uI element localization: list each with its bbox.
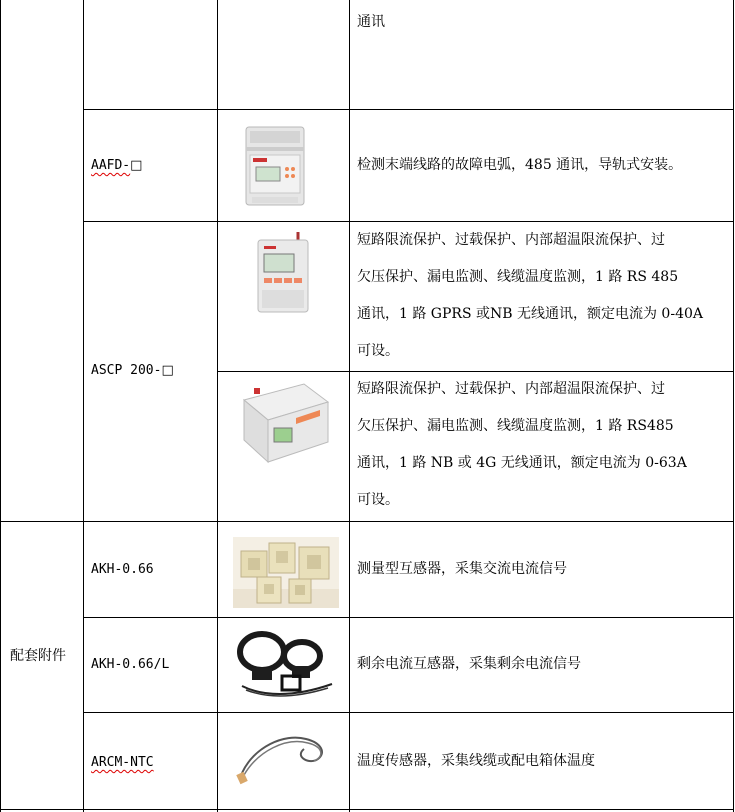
desc-line: 欠压保护、漏电监测、线缆温度监测，1 路 RS485 — [357, 418, 674, 434]
desc-line: 检测末端线路的故障电弧，485 通讯，导轨式安装。 — [357, 157, 683, 173]
desc-line: 通讯，1 路 NB 或 4G 无线通讯，额定电流为 0-63A — [357, 455, 687, 471]
model-text: ARCM-NTC — [91, 755, 154, 770]
model-akh066l: AKH-0.66/L — [91, 657, 170, 672]
desc-line: 欠压保护、漏电监测、线缆温度监测，1 路 RS 485 — [357, 269, 679, 285]
desc-line: 短路限流保护、过载保护、内部超温限流保护、过 — [357, 232, 665, 248]
row-5-description — [357, 743, 729, 780]
row-2b-description — [357, 371, 729, 519]
table-border-bottom — [0, 809, 734, 810]
row-3-description — [357, 551, 729, 588]
table-col-divider-2 — [217, 0, 218, 812]
desc-line: 剩余电流互感器，采集剩余电流信号 — [357, 656, 581, 672]
category-accessories: 配套附件 — [10, 648, 66, 664]
ascp200-63a-device-image — [234, 380, 334, 470]
desc-line: 温度传感器，采集线缆或配电箱体温度 — [357, 753, 595, 769]
row-0-description — [357, 4, 729, 41]
table-col-divider-3 — [349, 0, 350, 812]
aafd-device-image — [240, 125, 310, 207]
model-text: ASCP 200- — [91, 363, 162, 378]
desc-line: 短路限流保护、过载保护、内部超温限流保护、过 — [357, 381, 665, 397]
row-4-description — [357, 646, 729, 683]
row-divider-5 — [83, 617, 734, 618]
model-ascp200 — [91, 363, 174, 379]
row-2a-description — [357, 222, 729, 370]
model-aafd — [91, 158, 142, 174]
ascp200-40a-device-image — [252, 230, 314, 316]
row-1-description — [357, 147, 729, 184]
desc-line: 通讯 — [357, 14, 385, 30]
table-border-left — [0, 0, 1, 812]
desc-line: 可设。 — [357, 492, 399, 508]
row-divider-6 — [83, 712, 734, 713]
desc-line: 通讯，1 路 GPRS 或NB 无线通讯，额定电流为 0-40A — [357, 306, 703, 322]
model-box: □ — [161, 363, 174, 378]
model-box: □ — [130, 158, 143, 173]
akh066-transformer-image — [233, 537, 339, 608]
table-col-divider-1 — [83, 0, 84, 812]
desc-line: 可设。 — [357, 343, 399, 359]
model-text: AAFD- — [91, 158, 131, 173]
desc-line: 测量型互感器，采集交流电流信号 — [357, 561, 567, 577]
arcm-ntc-sensor-image — [234, 727, 330, 787]
table-border-right — [733, 0, 734, 812]
model-akh066: AKH-0.66 — [91, 562, 154, 577]
model-arcm-ntc — [91, 755, 154, 771]
row-divider-4 — [0, 521, 734, 522]
akh066l-transformer-image — [232, 626, 336, 698]
row-divider-1 — [83, 109, 734, 110]
